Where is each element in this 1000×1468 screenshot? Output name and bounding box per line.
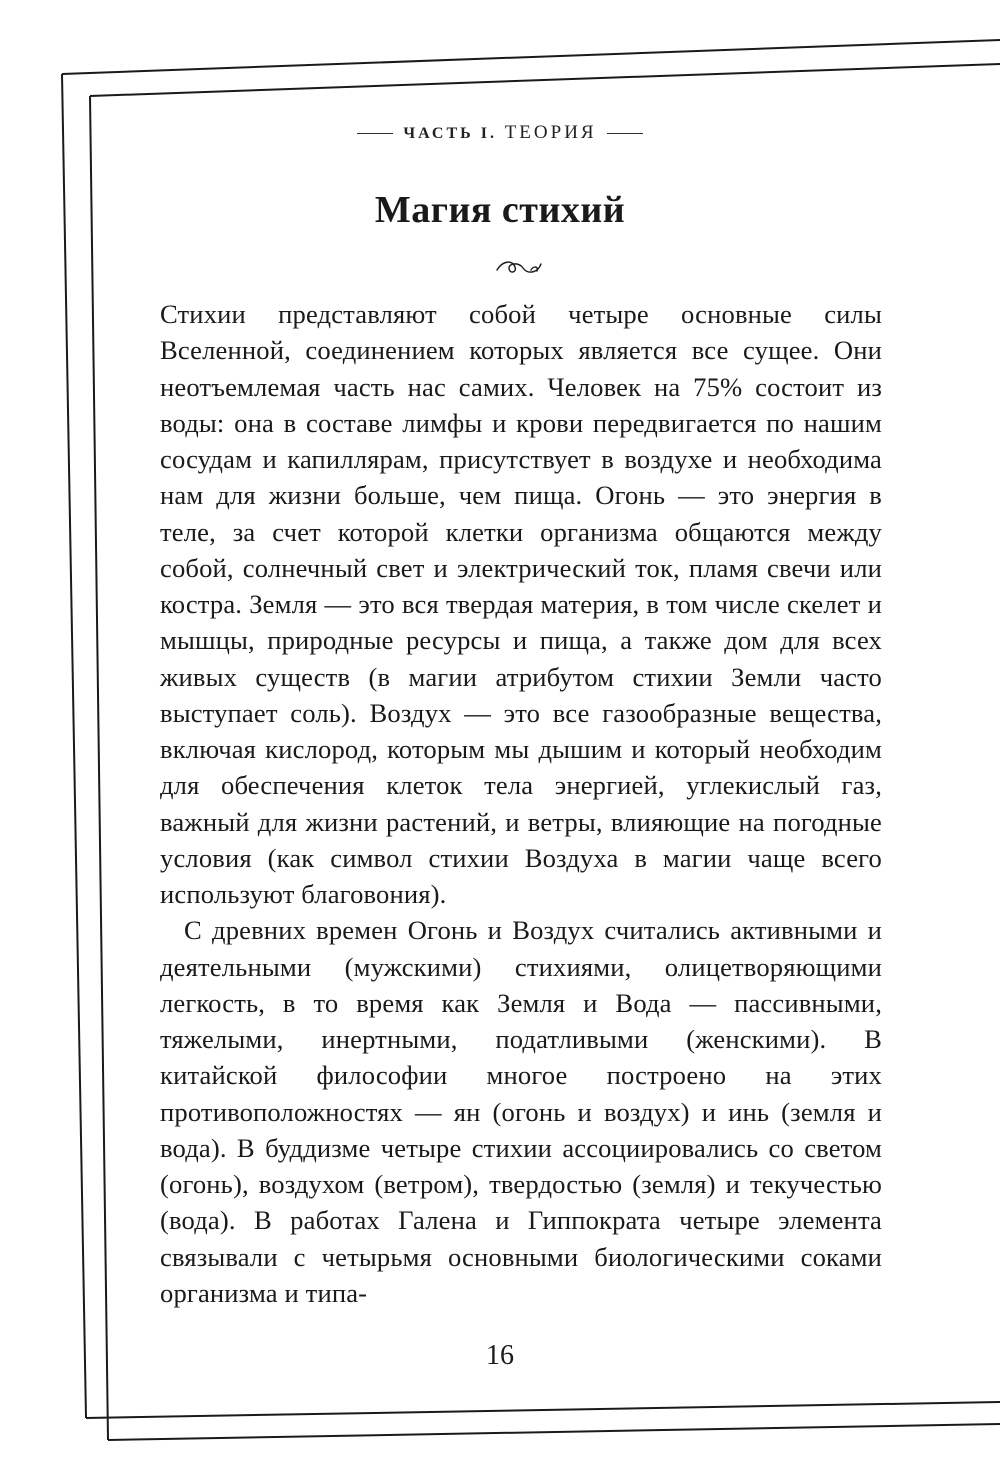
running-head — [0, 122, 1000, 144]
part-label: ЧАСТЬ I. — [403, 125, 497, 142]
flourish-ornament-icon — [495, 256, 545, 278]
paragraph-2: С древних времен Огонь и Воздух считались активными и деятельными (мужскими) стихиями, олицетворяющими легкость, в то время как Земля и Вода — пассивными, тяжелыми, инертными, податливыми (женскими). В китайской философии многое построено на этих противоположностях — ян (огонь и воздух) и инь (земля и вода). В буддизме четыре стихии ассоциировались со светом (огонь), воздухом (ветром), твердостью (земля) и текучестью (вода). В работах Галена и Гиппократа четыре элемента связывали с четырьмя основными биологическими соками организма и типа- — [160, 915, 882, 1308]
part-title: ТЕОРИЯ — [504, 122, 597, 143]
body-text — [160, 296, 882, 1311]
left-rule — [357, 133, 393, 134]
right-rule — [607, 133, 643, 134]
chapter-title: Магия стихий — [374, 189, 626, 231]
paragraph-1: Стихии представляют собой четыре основные силы Вселенной, соединением которых является все сущее. Они неотъемлемая часть нас самих. Человек на 75% состоит из воды: она в составе лимфы и крови передвигается по нашим сосудам и капиллярам, присутствует в воздухе и необходима нам для жизни больше, чем пища. Огонь — это энергия в теле, за счет которой клетки организма общаются между собой, солнечный свет и электрический ток, пламя свечи или костра. Земля — это вся твердая материя, в том числе скелет и мышцы, природные ресурсы и пища, а также дом для всех живых существ (в магии атрибутом стихии Земли часто выступает соль). Воздух — это все газообразные вещества, включая кислород, которым мы дышим и который необходим для обеспечения клеток тела энергией, углекислый газ, важный для жизни растений, и ветры, влияющие на погодные условия (как символ стихии Воздуха в магии чаще всего используют благовония). — [160, 299, 882, 909]
page-number: 16 — [486, 1340, 514, 1371]
